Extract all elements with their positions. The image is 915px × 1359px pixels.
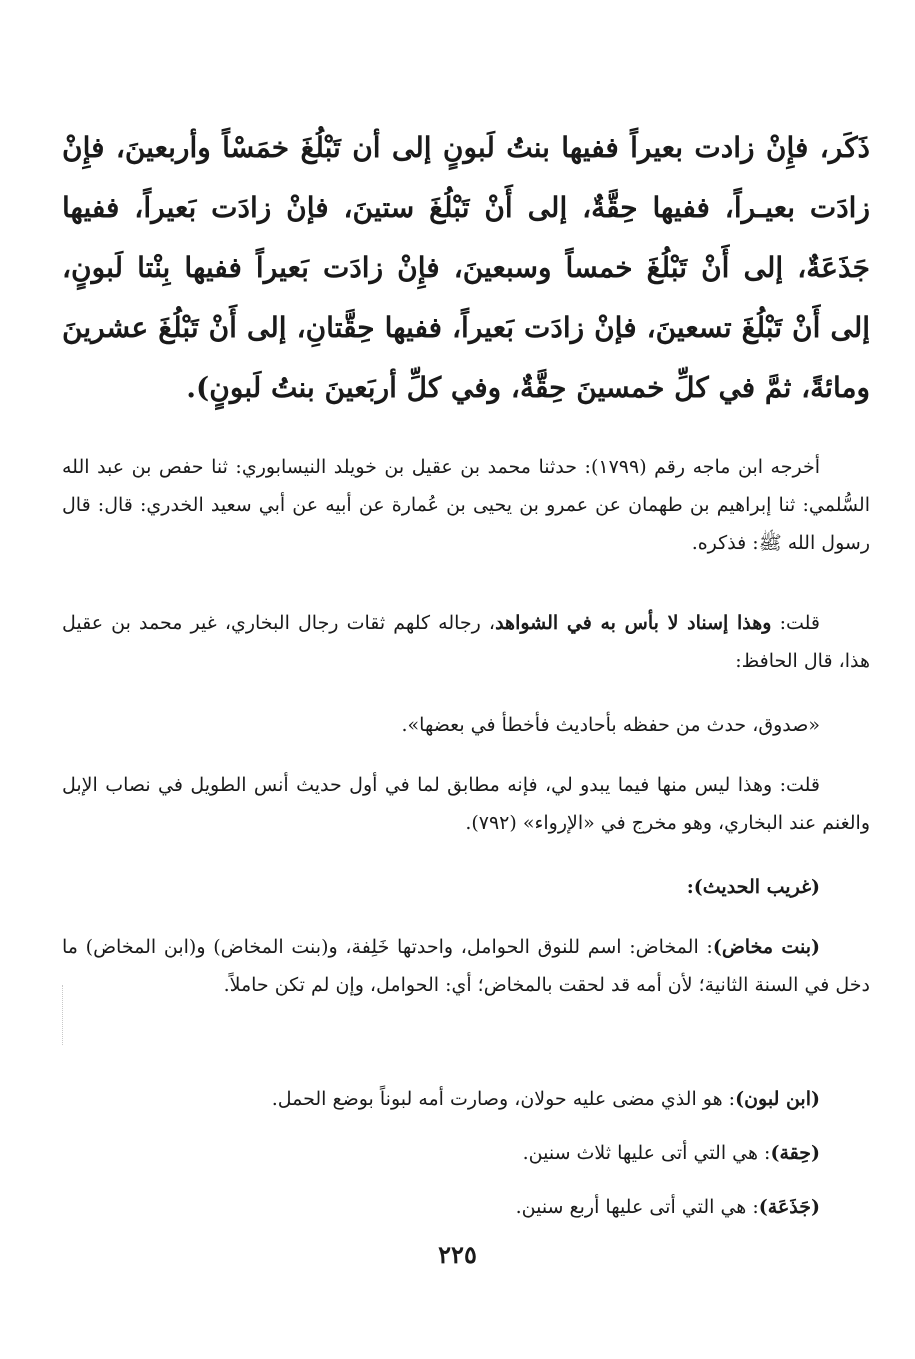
gharib-entry xyxy=(62,1134,870,1172)
note-rest: ، رجاله كلهم ثقات رجال البخاري، غير محمد بن عقيل هذا، قال الحافظ: xyxy=(62,612,870,672)
hadith-text: ذَكَر، فإِنْ زادت بعيراً ففيها بنتُ لَبونٍ إلى أن تَبْلُغَ خمَسْاً وأربعينَ، فإِنْ زادَت بعيـراً، ففيها حِقَّةٌ، إلى أَنْ تَبْلُغَ ستينَ، فإنْ زادَت بَعيراً، ففيها جَذَعَةٌ، إلى أَنْ تَبْلُغَ خمساً وسبعينَ، فإِنْ زادَت بَعيراً ففيها بِنْتا لَبونٍ، إلى أَنْ تَبْلُغَ تسعينَ، فإنْ زادَت بَعيراً، ففيها حِقَّتانِ، إلى أَنْ تَبْلُغَ عشرينَ ومائةً، ثمَّ في كلِّ خمسينَ حِقَّةٌ، وفي كلِّ أربَعينَ بنتُ لَبونٍ). xyxy=(62,131,870,404)
gharib-definition: : هي التي أتى عليها ثلاث سنين. xyxy=(522,1142,771,1164)
gharib-entry xyxy=(62,928,870,1004)
gharib-entry xyxy=(62,1188,870,1226)
note-paragraph-1 xyxy=(62,604,870,680)
gharib-term: (جَذَعَة) xyxy=(758,1196,820,1218)
gharib-entry xyxy=(62,1080,870,1118)
note-lead: قلت: xyxy=(771,612,820,634)
gharib-term: (ابن لبون) xyxy=(735,1088,820,1110)
gharib-definition: : هي التي أتى عليها أربع سنين. xyxy=(515,1196,759,1218)
gharib-heading: (غريب الحديث): xyxy=(686,876,820,898)
gharib-definition: : المخاض: اسم للنوق الحوامل، واحدتها خَلِفة، و(بنت المخاض) و(ابن المخاض) ما دخل في السنة الثانية؛ لأن أمه قد لحقت بالمخاض؛ أي: الحوامل، وإن لم تكن حاملاً. xyxy=(62,936,870,996)
note-paragraph-2: قلت: وهذا ليس منها فيما يبدو لي، فإنه مطابق لما في أول حديث أنس الطويل في نصاب الإبل والغنم عند البخاري، وهو مخرج في «الإرواء» (٧٩٢). xyxy=(62,774,870,834)
page-number: ٢٢٥ xyxy=(438,1240,477,1269)
gharib-definition: : هو الذي مضى عليه حولان، وصارت أمه لبوناً بوضع الحمل. xyxy=(271,1088,736,1110)
gharib-term: (بنت مخاض) xyxy=(712,936,820,958)
hafiz-quote: «صدوق، حدث من حفظه بأحاديث فأخطأ في بعضها». xyxy=(401,714,820,736)
note-bold-statement: وهذا إسناد لا بأس به في الشواهد xyxy=(495,612,772,634)
takhrij-paragraph: أخرجه ابن ماجه رقم (١٧٩٩): حدثنا محمد بن عقيل بن خويلد النيسابوري: ثنا حفص بن عبد الله السُّلمي: ثنا إبراهيم بن طهمان عن عمرو بن يحيى بن عُمارة عن أبيه عن أبي سعيد الخدري: قال: قال رسول الله ﷺ: فذكره. xyxy=(62,456,870,554)
margin-scan-mark xyxy=(62,985,69,1045)
gharib-term: (حِقة) xyxy=(770,1142,820,1164)
